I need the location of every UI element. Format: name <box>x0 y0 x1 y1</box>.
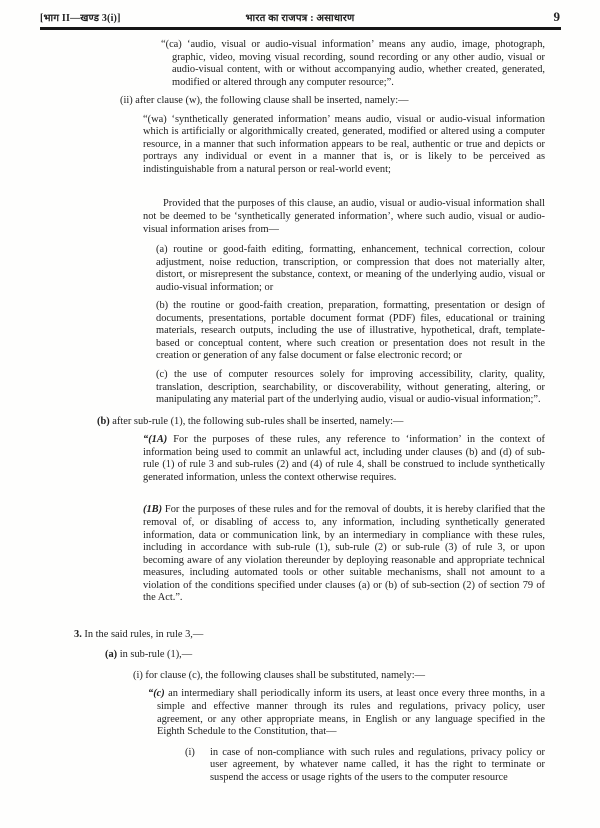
header-title: भारत का राजपत्र : असाधारण <box>245 13 355 24</box>
document-body <box>0 30 600 784</box>
sub-rule-1b-paragraph <box>143 504 545 604</box>
proviso-item-a: (a) routine or good-faith editing, formatting, enhancement, technical correction, colour adjustment, noise reduction, transcription, or compression that does not materially alter, distort, or misrepresent the substance, context, or meaning of the underlying audio, visual or audio-visual information; or <box>156 244 545 293</box>
proviso-paragraph: Provided that the purposes of this clause, an audio, visual or audio-visual information shall not be deemed to be ‘synthetically generated information’, where such audio, visual or audio-visual information arises from— <box>143 198 545 235</box>
proviso-item-c: (c) the use of computer resources solely for improving accessibility, clarity, quality, translation, description, searchability, or discoverability, without generating, altering, or manipulating any material part of the underlying audio, visual or audio-visual information;”. <box>156 369 545 406</box>
clause-c-text: an intermediary shall periodically inform its users, at least once every three months, in a simple and effective manner through its rules and regulations, privacy policy, user agreement, or any other appropriate means, in English or any language specified in the Eighth Schedule to the Constitution, that— <box>157 688 545 738</box>
sub-rule-1a-text: For the purposes of these rules, any reference to ‘information’ in the context of information being used to commit an unlawful act, including under clauses (b) and (d) of sub-rule (1) of rule 3 and sub-rules (2) and (4) of rule 4, shall be construed to include synthetically generated information, unless the context otherwise requires. <box>143 434 545 483</box>
sub-rule-1a-paragraph <box>143 434 545 484</box>
page-header <box>0 0 600 25</box>
header-part-section: [भाग II—खण्ड 3(i)] <box>40 13 121 24</box>
list-item-i <box>185 747 545 785</box>
header-page-number: 9 <box>553 9 560 24</box>
section-3-number: 3. <box>74 628 82 640</box>
sub-rule-1b-text: For the purposes of these rules and for the removal of doubts, it is hereby clarified that the removal of, or disabling of access to, any information, including synthetically generated information, data or communication link, by an intermediary in compliance with these rules, including in accordance with sub-rule (1), sub-rule (2) or sub-rule (3) of rule 3, or upon becoming aware of any violation thereunder by deploying reasonable and appropriate technical measures, including automated tools or other suitable mechanisms, shall not amount to a violation of the conditions specified under clauses (a) or (b) of sub-section (2) of section 79 of the Act.”. <box>143 504 545 604</box>
list-item-i-marker: (i) <box>185 746 195 758</box>
section-3a-line <box>105 649 545 662</box>
section-3-heading <box>74 629 545 642</box>
section-3-text: In the said rules, in rule 3,— <box>81 628 204 640</box>
section-3a-text: in sub-rule (1),— <box>117 649 193 661</box>
sub-rule-1b-label: (1B) <box>143 504 163 516</box>
section-3a-label: (a) <box>105 649 118 661</box>
amendment-b-line <box>97 416 545 429</box>
section-3i-line: (i) for clause (c), the following clauses shall be substituted, namely:— <box>133 669 426 681</box>
sub-rule-1a-label: “(1A) <box>143 434 168 446</box>
clause-c-label: “(c) <box>148 688 165 700</box>
amendment-b-label: (b) <box>97 415 110 427</box>
list-item-i-text: in case of non-compliance with such rules and regulations, privacy policy or user agreement, by whatever name called, it has the right to terminate or suspend the access or usage rights of the users to the computer resource <box>210 746 545 783</box>
amendment-ii-line: (ii) after clause (w), the following clause shall be inserted, namely:— <box>120 95 409 107</box>
clause-ca-paragraph: “(ca) ‘audio, visual or audio-visual information’ means any audio, image, photograph, graphic, video, moving visual recording, sound recording or any other audio, visual or audio-visual content, with or without accompanying audio, whether created, generated, modified or altered through any computer resource;”. <box>161 39 545 88</box>
amendment-b-text: after sub-rule (1), the following sub-rules shall be inserted, namely:— <box>109 415 404 427</box>
clause-wa-paragraph: “(wa) ‘synthetically generated information’ means audio, visual or audio-visual information which is artificially or algorithmically created, generated, modified or altered using a computer resource, in a manner that such information appears to be real, authentic or true and depicts or portrays any individual or event in a manner that is, or is likely to be perceived as indistinguishable from a natural person or real-world event; <box>143 113 545 175</box>
proviso-item-b: (b) the routine or good-faith creation, preparation, formatting, presentation or design of documents, presentations, portable document format (PDF) files, educational or training materials, research outputs, including the use of illustrative, hypothetical, draft, template-based or conceptual content, where such creation or presentation does not result in the creation or generation of any false document or false electronic record; or <box>156 300 545 362</box>
clause-c-paragraph <box>148 688 545 738</box>
